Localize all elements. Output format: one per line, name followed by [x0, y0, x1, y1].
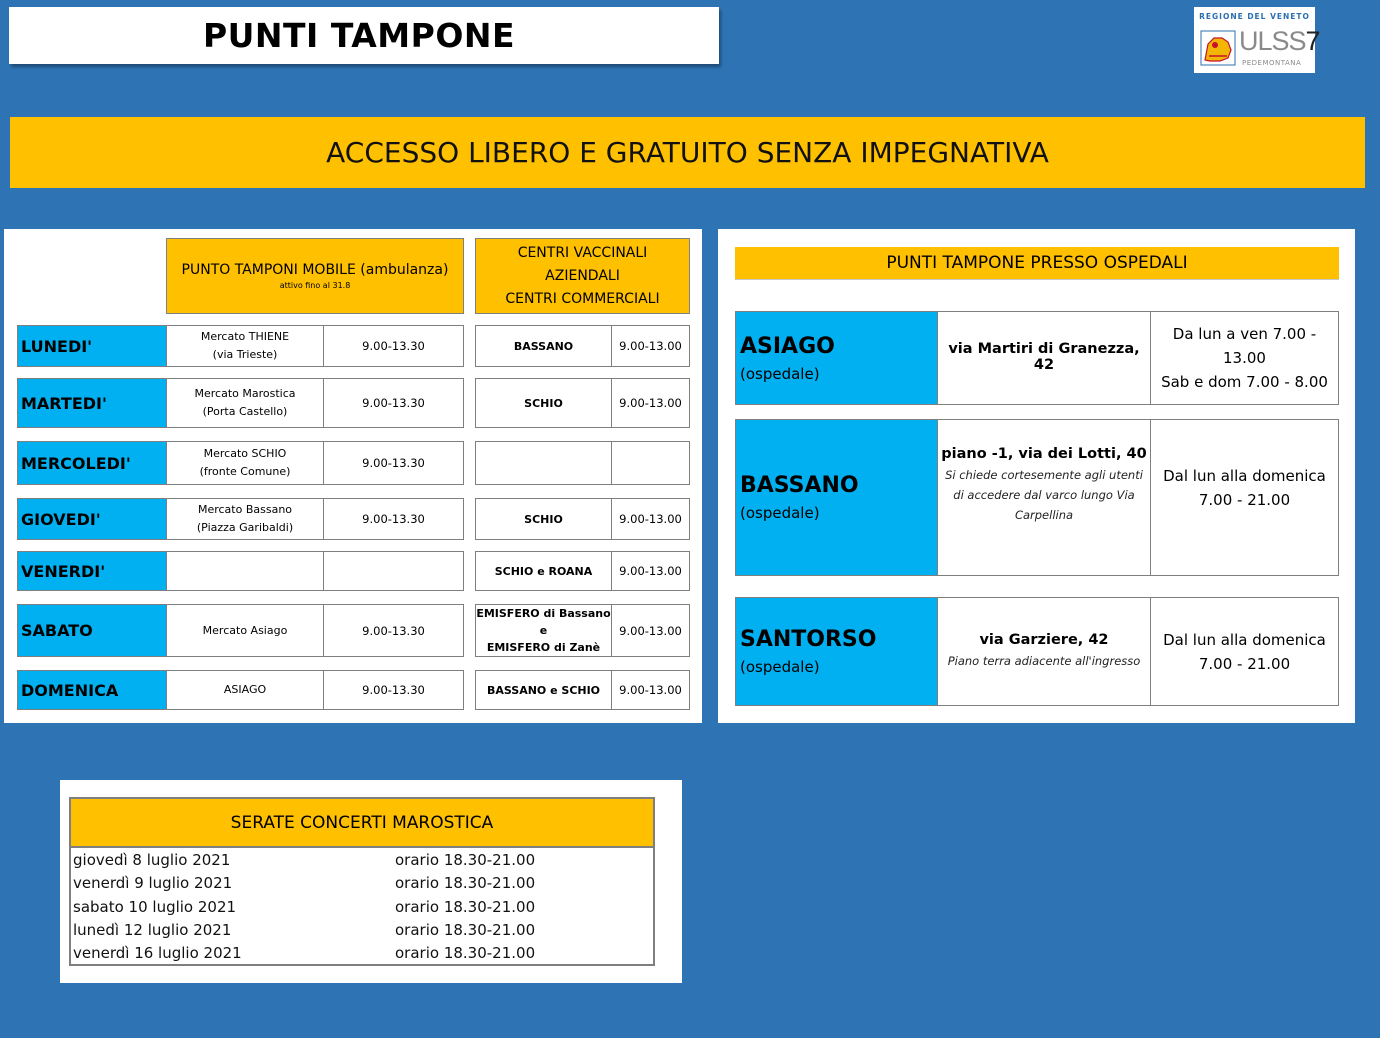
centro-time-text: 9.00-13.00 — [619, 339, 682, 353]
centro-sub2: EMISFERO di Zanè — [486, 641, 601, 654]
mobile-sub: (Piazza Garibaldi) — [196, 521, 294, 534]
centro-time — [611, 670, 690, 710]
centro-place: SCHIO e ROANA — [494, 564, 593, 578]
centro-place — [475, 378, 612, 428]
mobile-time-text: 9.00-13.30 — [362, 683, 425, 697]
day-label — [17, 325, 167, 367]
centro-sub: e — [539, 624, 548, 637]
centro-place: BASSANO — [513, 339, 574, 353]
mobile-time — [323, 604, 464, 657]
hospital-type: (ospedale) — [740, 504, 820, 522]
centro-time-text: 9.00-13.00 — [619, 683, 682, 697]
day-name: VENERDI' — [21, 561, 106, 581]
mobile-place — [166, 498, 324, 540]
centro-time — [611, 441, 690, 485]
hours-line-2: 7.00 - 21.00 — [1198, 491, 1291, 509]
day-label — [17, 604, 167, 657]
concert-time: orario 18.30-21.00 — [395, 874, 536, 893]
hospital-city: SANTORSO — [740, 627, 877, 652]
hospital-address-cell — [937, 597, 1151, 706]
mobile-place — [166, 441, 324, 485]
hospital-city-cell — [735, 419, 938, 576]
hospital-city-cell — [735, 311, 938, 405]
hours-line-1: Da lun a ven 7.00 - — [1172, 325, 1317, 343]
mobile-time-text: 9.00-13.30 — [362, 512, 425, 526]
ulss-logo — [1194, 7, 1320, 73]
hospitals-header: PUNTI TAMPONE PRESSO OSPEDALI — [735, 247, 1339, 280]
mobile-sub: (via Trieste) — [212, 348, 278, 361]
concert-time: orario 18.30-21.00 — [395, 851, 536, 869]
logo-ulss: ULSS7 — [1239, 26, 1320, 56]
hospital-city: BASSANO — [740, 473, 859, 498]
mobile-time-text: 9.00-13.30 — [362, 456, 425, 470]
mobile-place: Mercato Asiago — [202, 623, 288, 637]
mobile-time — [323, 325, 464, 367]
mobile-time — [323, 670, 464, 710]
day-name: GIOVEDI' — [21, 509, 101, 529]
day-label — [17, 378, 167, 428]
mobile-place: Mercato Marostica — [194, 387, 296, 400]
hospital-hours-cell — [1150, 419, 1339, 576]
hours-line-2: 13.00 — [1223, 349, 1266, 367]
centro-place: EMISFERO di Bassano — [476, 607, 611, 620]
centro-time-text: 9.00-13.00 — [619, 512, 682, 526]
day-name: DOMENICA — [21, 680, 119, 700]
centro-time — [611, 551, 690, 591]
page-title: PUNTI TAMPONE — [202, 16, 516, 55]
hours-line-3: Sab e dom 7.00 - 8.00 — [1161, 373, 1328, 391]
concert-date: lunedì 12 luglio 2021 — [73, 920, 232, 939]
mobile-time — [323, 498, 464, 540]
mobile-time-text: 9.00-13.30 — [362, 396, 425, 410]
mobile-place — [166, 604, 324, 657]
concert-date: sabato 10 luglio 2021 — [73, 897, 237, 916]
hospital-address: via Martiri di Granezza, 42 — [948, 340, 1140, 373]
day-label — [17, 441, 167, 485]
day-name: MARTEDI' — [21, 393, 107, 413]
mobile-time — [323, 378, 464, 428]
mobile-place: Mercato THIENE — [200, 330, 290, 343]
mobile-sub: (Porta Castello) — [202, 405, 288, 418]
day-label — [17, 498, 167, 540]
centro-time-text: 9.00-13.00 — [619, 623, 682, 638]
logo-subtitle: PEDEMONTANA — [1242, 59, 1302, 67]
concert-date: giovedì 8 luglio 2021 — [73, 851, 231, 869]
mobile-time-text: 9.00-13.30 — [362, 339, 425, 353]
concert-date: venerdì 9 luglio 2021 — [73, 874, 233, 893]
centro-place — [475, 670, 612, 710]
hospital-type: (ospedale) — [740, 658, 820, 676]
hospital-address-cell — [937, 419, 1151, 576]
centro-time — [611, 604, 690, 657]
centro-time — [611, 325, 690, 367]
centro-place — [475, 498, 612, 540]
centro-time-text: 9.00-13.00 — [619, 396, 682, 410]
day-name: SABATO — [21, 621, 93, 640]
concert-time: orario 18.30-21.00 — [395, 944, 536, 963]
hospital-note: Piano terra adiacente all'ingresso — [947, 654, 1141, 668]
centro-time — [611, 498, 690, 540]
centro-place — [475, 325, 612, 367]
logo-region: REGIONE DEL VENETO — [1199, 12, 1310, 21]
day-name: LUNEDI' — [21, 336, 93, 356]
centro-place: BASSANO e SCHIO — [486, 683, 601, 697]
centri-header: CENTRI VACCINALI AZIENDALI CENTRI COMMERCIALI — [475, 238, 690, 314]
mobile-time-text: 9.00-13.30 — [362, 623, 425, 638]
mobile-place — [166, 325, 324, 367]
mobile-place — [166, 670, 324, 710]
centro-place — [475, 551, 612, 591]
hospital-address-cell — [937, 311, 1151, 405]
mobile-header: PUNTO TAMPONI MOBILE (ambulanza) attivo fino al 31.8 — [166, 238, 464, 314]
centro-place: SCHIO — [524, 512, 563, 526]
hospital-city: ASIAGO — [740, 333, 835, 359]
hospital-address: via Garziere, 42 — [979, 632, 1109, 648]
hours-line-1: Dal lun alla domenica — [1163, 630, 1326, 649]
day-label — [17, 670, 167, 710]
mobile-sub: (fronte Comune) — [199, 465, 291, 478]
hospital-hours-cell — [1150, 311, 1339, 405]
title-box — [9, 7, 719, 64]
mobile-place: ASIAGO — [223, 683, 267, 696]
mobile-place: Mercato SCHIO — [203, 447, 287, 460]
free-access-banner: ACCESSO LIBERO E GRATUITO SENZA IMPEGNATIVA — [10, 117, 1365, 188]
lion-emblem-icon — [1200, 30, 1236, 66]
hospital-note: Si chiede cortesemente agli utenti di accedere dal varco lungo Via Carpellina — [945, 468, 1143, 522]
mobile-place — [166, 378, 324, 428]
day-label — [17, 551, 167, 591]
hospital-address: piano -1, via dei Lotti, 40 — [941, 446, 1147, 462]
centro-time — [611, 378, 690, 428]
hours-line-2: 7.00 - 21.00 — [1198, 654, 1291, 673]
concert-time: orario 18.30-21.00 — [395, 897, 536, 916]
mobile-place: Mercato Bassano — [197, 503, 293, 516]
centro-place — [475, 441, 612, 485]
centro-place: SCHIO — [524, 396, 563, 410]
concerts-header: SERATE CONCERTI MAROSTICA — [71, 799, 653, 848]
hospital-city-cell — [735, 597, 938, 706]
mobile-time — [323, 441, 464, 485]
hospital-hours-cell — [1150, 597, 1339, 706]
mobile-time — [323, 551, 464, 591]
hospital-type: (ospedale) — [740, 364, 820, 383]
mobile-place — [166, 551, 324, 591]
day-name: MERCOLEDI' — [21, 453, 131, 473]
hours-line-1: Dal lun alla domenica — [1163, 467, 1326, 485]
centro-place — [475, 604, 612, 657]
concert-time: orario 18.30-21.00 — [395, 920, 536, 939]
centro-time-text: 9.00-13.00 — [619, 564, 682, 578]
concert-date: venerdì 16 luglio 2021 — [73, 944, 242, 963]
